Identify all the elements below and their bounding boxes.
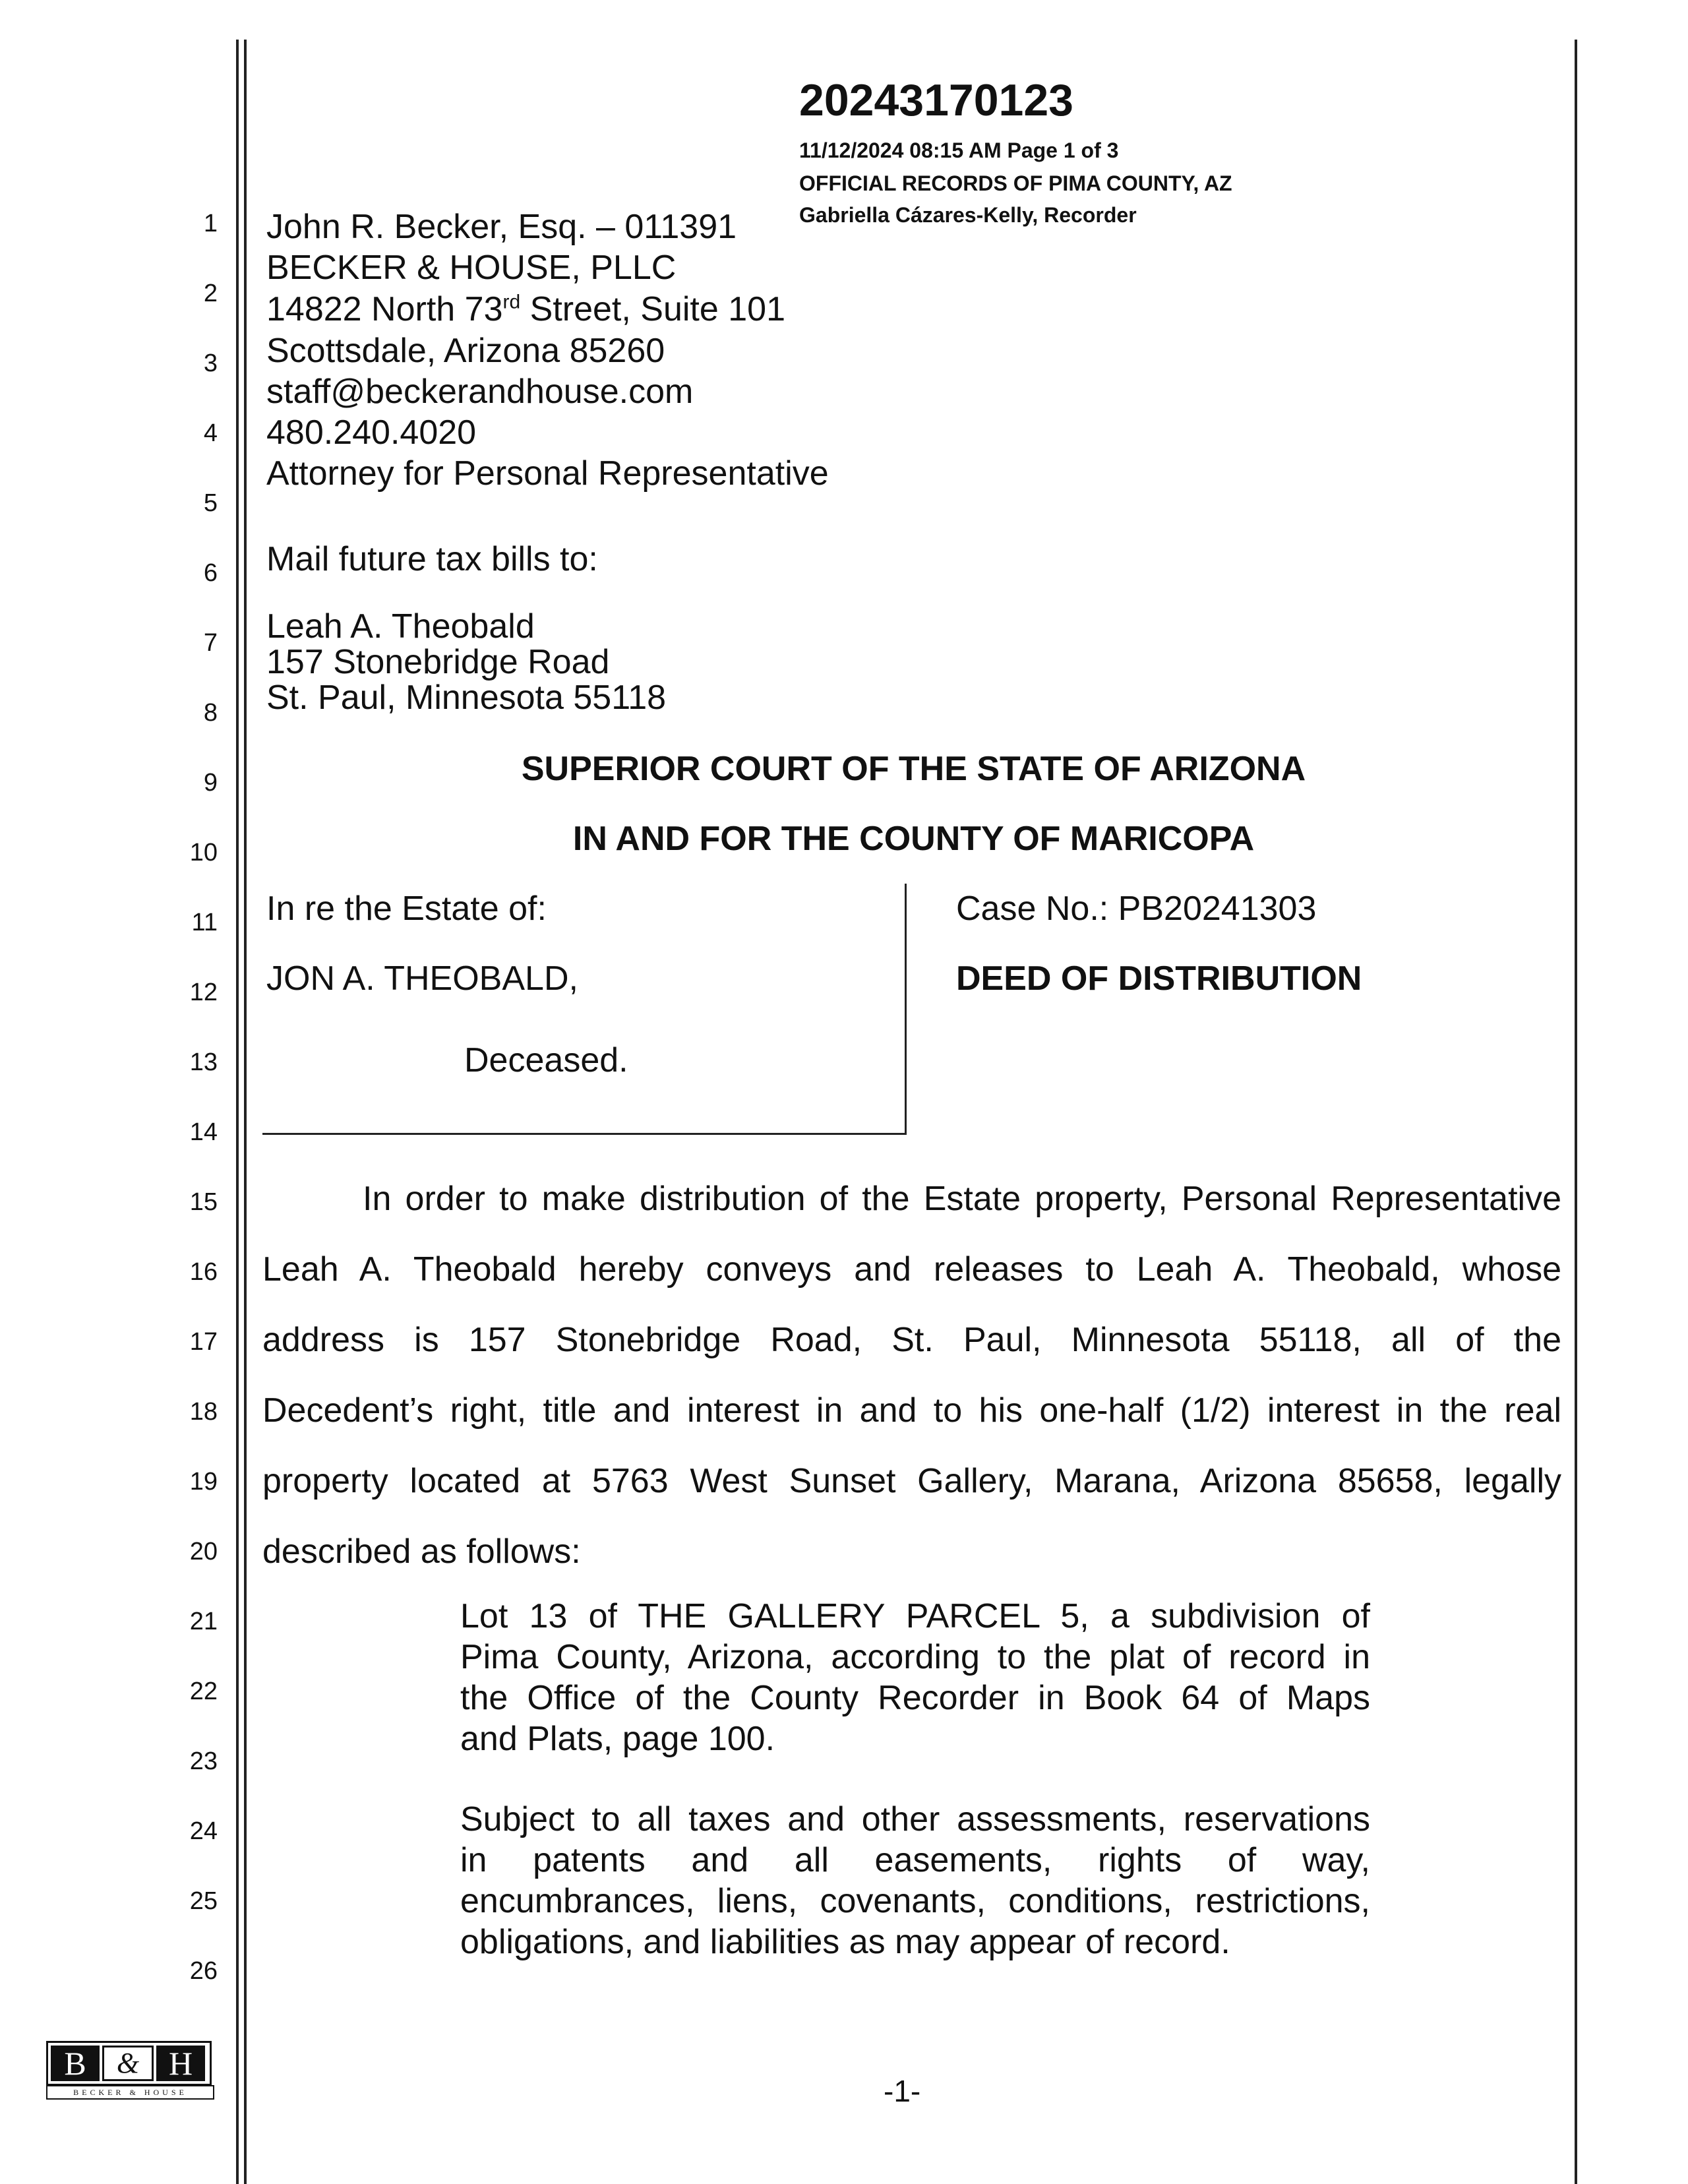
line-number: 9 <box>203 769 218 797</box>
subject-line: in patents and all easements, rights of way, <box>460 1841 1370 1879</box>
right-margin-rule <box>1575 40 1577 2184</box>
legal-line: and Plats, page 100. <box>460 1720 775 1758</box>
logo-h: H <box>156 2046 205 2081</box>
attorney-street <box>266 292 785 326</box>
body-line: address is 157 Stonebridge Road, St. Paul, Minnesota 55118, all of the <box>262 1321 1561 1359</box>
body-paragraph <box>262 1182 1561 1605</box>
attorney-city: Scottsdale, Arizona 85260 <box>266 332 665 370</box>
line-number: 23 <box>189 1747 218 1775</box>
logo-b: B <box>51 2046 100 2081</box>
line-number: 16 <box>189 1258 218 1286</box>
legal-description <box>460 1596 1370 1759</box>
case-number: Case No.: PB20241303 <box>956 890 1317 928</box>
line-number: 11 <box>191 909 218 936</box>
recording-datetime: 11/12/2024 08:15 AM Page 1 of 3 <box>799 138 1119 162</box>
line-number: 22 <box>189 1678 218 1705</box>
line-number: 17 <box>189 1328 218 1356</box>
court-heading-line1: SUPERIOR COURT OF THE STATE OF ARIZONA <box>521 750 1306 788</box>
body-line: described as follows: <box>262 1532 581 1571</box>
mail-city: St. Paul, Minnesota 55118 <box>266 679 667 717</box>
subject-line: encumbrances, liens, covenants, conditions, restrictions, <box>460 1882 1370 1920</box>
line-number: 25 <box>189 1887 218 1915</box>
attorney-email: staff@beckerandhouse.com <box>266 373 694 411</box>
caption-in-re: In re the Estate of: <box>266 890 547 928</box>
line-number: 8 <box>203 699 218 727</box>
caption-divider-vertical <box>905 884 907 1134</box>
attorney-phone: 480.240.4020 <box>266 413 477 452</box>
body-line: Decedent’s right, title and interest in and to his one-half (1/2) interest in the real <box>262 1391 1561 1430</box>
line-number: 3 <box>203 349 218 377</box>
firm-logo <box>46 2041 212 2086</box>
line-number: 2 <box>203 280 218 307</box>
document-title: DEED OF DISTRIBUTION <box>956 959 1362 998</box>
line-number: 21 <box>189 1608 218 1635</box>
recording-recorder: Gabriella Cázares-Kelly, Recorder <box>799 203 1137 227</box>
line-number: 1 <box>203 210 218 237</box>
line-number: 4 <box>203 419 218 447</box>
logo-subtitle: BECKER & HOUSE <box>46 2085 214 2100</box>
line-number: 13 <box>189 1048 218 1076</box>
court-heading-line2: IN AND FOR THE COUNTY OF MARICOPA <box>572 820 1255 858</box>
body-line: property located at 5763 West Sunset Gallery, Marana, Arizona 85658, legally <box>262 1462 1561 1500</box>
body-line: In order to make distribution of the Estate property, Personal Representative <box>363 1180 1561 1218</box>
left-margin-rule <box>236 40 239 2184</box>
line-number: 26 <box>189 1957 218 1985</box>
line-number: 6 <box>203 559 218 587</box>
recording-number: 20243170123 <box>799 75 1074 125</box>
caption-divider-horizontal <box>262 1133 907 1135</box>
line-number: 19 <box>189 1468 218 1496</box>
attorney-role: Attorney for Personal Representative <box>266 454 829 493</box>
subject-line: Subject to all taxes and other assessments, reservations <box>460 1800 1370 1838</box>
line-number: 20 <box>189 1538 218 1565</box>
subject-line: obligations, and liabilities as may appear of record. <box>460 1923 1230 1961</box>
body-line: Leah A. Theobald hereby conveys and releases to Leah A. Theobald, whose <box>262 1250 1561 1289</box>
recording-office: OFFICIAL RECORDS OF PIMA COUNTY, AZ <box>799 171 1232 195</box>
line-number: 18 <box>189 1398 218 1426</box>
street-rest: Street, Suite 101 <box>520 290 785 328</box>
legal-line: Pima County, Arizona, according to the plat of record in <box>460 1638 1370 1676</box>
legal-line: the Office of the County Recorder in Book 64 of Maps <box>460 1679 1370 1717</box>
attorney-firm: BECKER & HOUSE, PLLC <box>266 249 677 287</box>
attorney-name: John R. Becker, Esq. – 011391 <box>266 208 737 246</box>
mail-heading: Mail future tax bills to: <box>266 540 598 578</box>
page-number: -1- <box>884 2074 921 2108</box>
legal-line: Lot 13 of THE GALLERY PARCEL 5, a subdivision of <box>460 1597 1370 1635</box>
subject-to-clause <box>460 1799 1370 1962</box>
left-margin-rule-inner <box>244 40 247 2184</box>
line-number: 12 <box>189 979 218 1006</box>
line-number: 24 <box>189 1817 218 1845</box>
street-number: 14822 North 73 <box>266 290 503 328</box>
caption-decedent: JON A. THEOBALD, <box>266 959 578 998</box>
caption-deceased: Deceased. <box>464 1041 628 1079</box>
mail-name: Leah A. Theobald <box>266 607 535 646</box>
line-number: 15 <box>189 1188 218 1216</box>
line-number: 7 <box>203 629 218 657</box>
street-ordinal: rd <box>502 291 521 313</box>
mail-street: 157 Stonebridge Road <box>266 643 610 681</box>
line-number: 10 <box>189 839 218 866</box>
line-number: 14 <box>189 1118 218 1146</box>
line-number: 5 <box>203 489 218 517</box>
logo-ampersand: & <box>102 2046 154 2081</box>
